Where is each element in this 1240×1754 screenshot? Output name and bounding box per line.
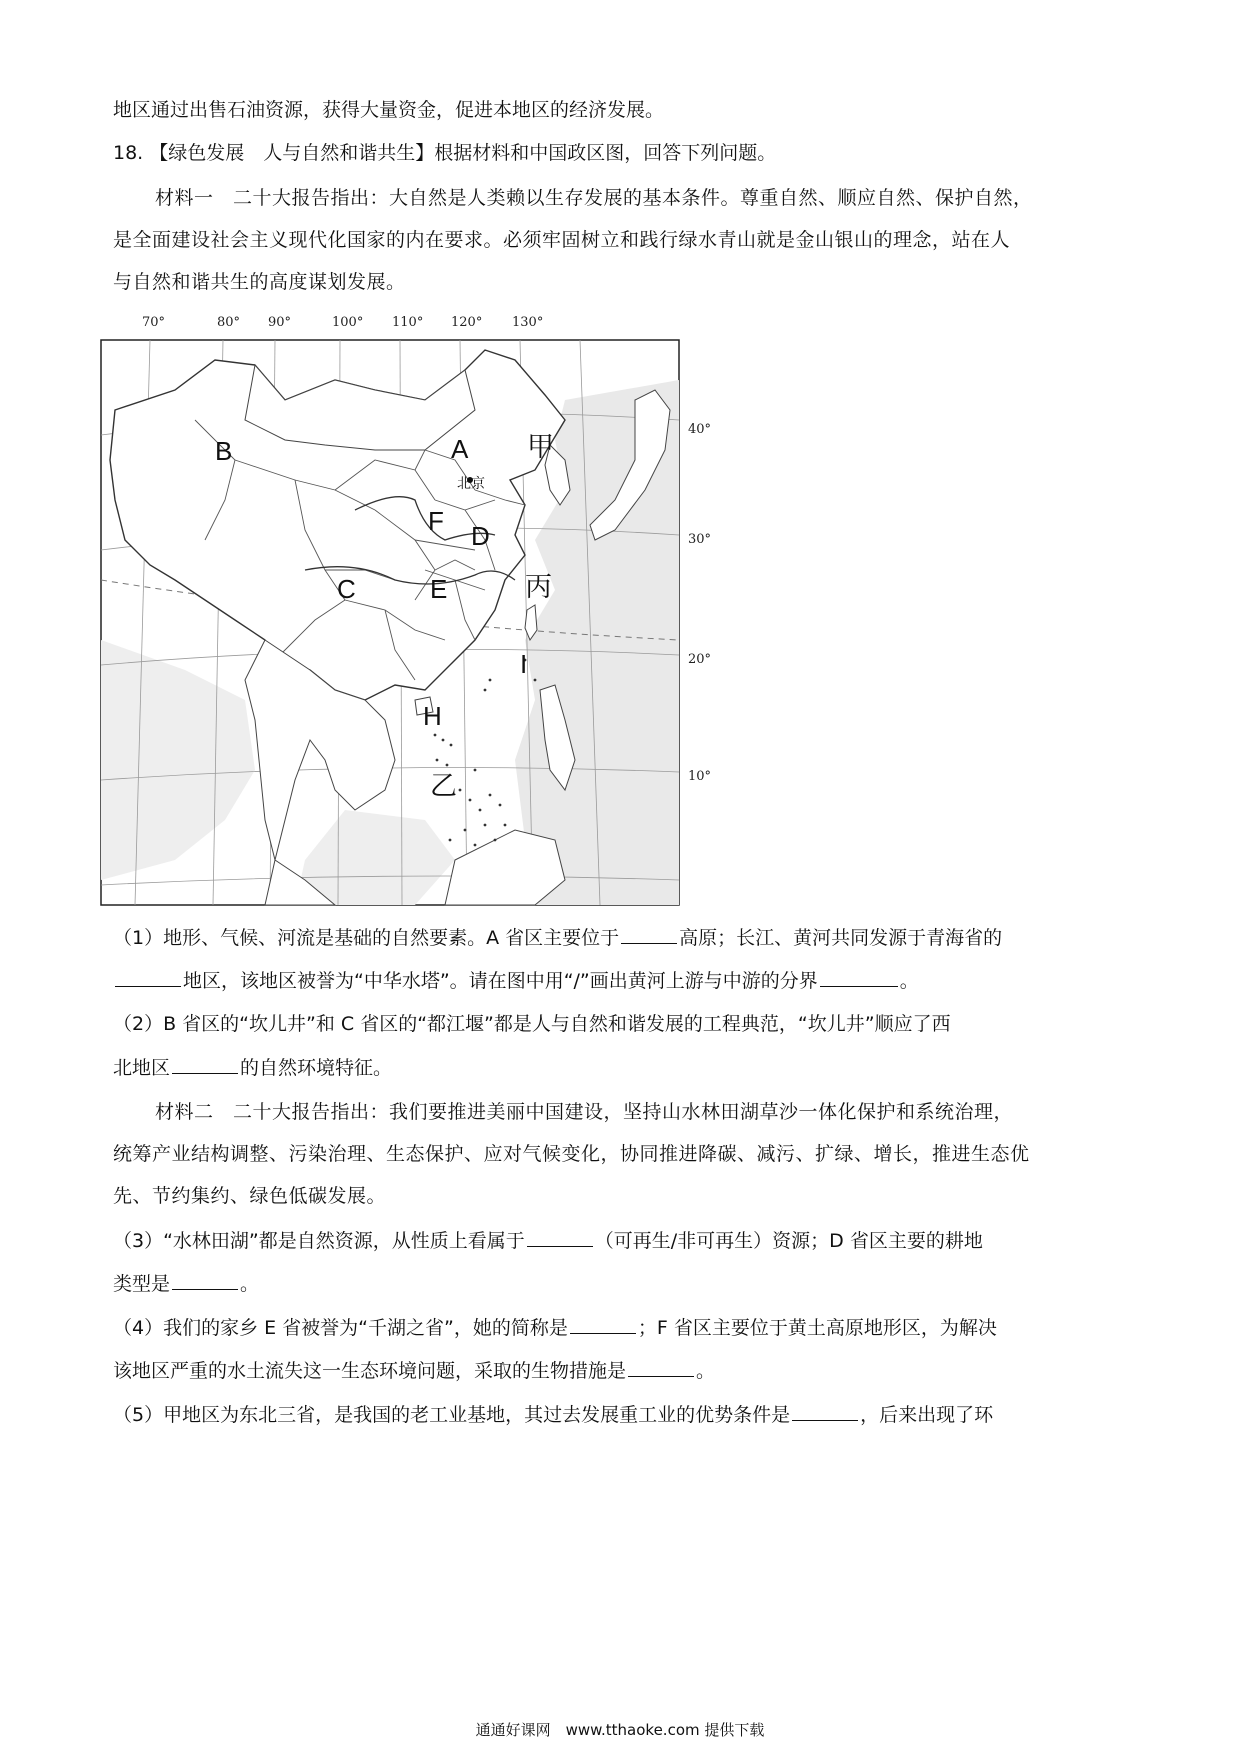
- label-C: C: [337, 574, 356, 604]
- question-5-line: （5）甲地区为东北三省，是我国的老工业基地，其过去发展重工业的优势条件是 ，后来出现了环: [113, 1404, 994, 1426]
- lon-label: 90°: [268, 315, 292, 330]
- question-4-line: 该地区严重的水土流失这一生态环境问题，采取的生物措施是 。: [113, 1360, 716, 1382]
- label-H: H: [423, 701, 442, 731]
- material-two-line: 材料二 二十大报告指出：我们要推进美丽中国建设，坚持山水林田湖草沙一体化保护和系统治理，: [155, 1101, 1014, 1123]
- question-1-line: （1）地形、气候、河流是基础的自然要素。A 省区主要位于 高原；长江、黄河共同发源于青海省的: [113, 927, 1003, 949]
- question-2-line: 北地区 的自然环境特征。: [113, 1057, 393, 1079]
- answer-blank[interactable]: [570, 1315, 636, 1334]
- lat-label: 10°: [688, 769, 712, 784]
- label-I: I: [520, 649, 528, 679]
- page-footer: 通通好课网 www.tthaoke.com 提供下载: [475, 1721, 765, 1739]
- lon-label: 110°: [392, 315, 424, 330]
- label-yi: 乙: [430, 771, 457, 801]
- label-F: F: [428, 506, 444, 536]
- city-label-beijing: 北京: [457, 476, 485, 492]
- answer-blank[interactable]: [820, 968, 898, 987]
- lon-label: 100°: [332, 315, 364, 330]
- material-two-line: 先、节约集约、绿色低碳发展。: [113, 1185, 387, 1207]
- china-political-map: [95, 315, 795, 915]
- question-1-line: 地区，该地区被誉为“中华水塔”。请在图中用“/”画出黄河上游与中游的分界 。: [113, 968, 919, 993]
- question-18-title: 18. 【绿色发展 人与自然和谐共生】根据材料和中国政区图，回答下列问题。: [113, 142, 777, 164]
- lon-label: 80°: [217, 315, 241, 330]
- material-one-line: 与自然和谐共生的高度谋划发展。: [113, 271, 406, 293]
- answer-blank[interactable]: [621, 925, 677, 944]
- answer-blank[interactable]: [628, 1358, 694, 1377]
- label-A: A: [451, 434, 469, 464]
- material-two-line: 统筹产业结构调整、污染治理、生态保护、应对气候变化，协同推进降碳、减污、扩绿、增长，推进生态优: [113, 1143, 1030, 1165]
- answer-blank[interactable]: [527, 1228, 593, 1247]
- label-bing: 丙: [525, 572, 552, 602]
- label-B: B: [215, 436, 233, 466]
- question-2-line: （2）B 省区的“坎儿井”和 C 省区的“都江堰”都是人与自然和谐发展的工程典范，“坎儿井”顺应了西: [113, 1013, 951, 1035]
- answer-blank[interactable]: [172, 1271, 238, 1290]
- lon-label: 130°: [512, 315, 544, 330]
- lon-label: 120°: [451, 315, 483, 330]
- lat-label: 30°: [688, 532, 712, 547]
- label-E: E: [430, 574, 448, 604]
- material-one-line: 材料一 二十大报告指出：大自然是人类赖以生存发展的基本条件。尊重自然、顺应自然、保护自然，: [155, 187, 1033, 209]
- answer-blank[interactable]: [172, 1055, 238, 1074]
- label-D: D: [471, 521, 490, 551]
- question-4-line: （4）我们的家乡 E 省被誉为“千湖之省”，她的简称是 ；F 省区主要位于黄土高原地形区，为解决: [113, 1317, 997, 1339]
- lat-label: 40°: [688, 422, 712, 437]
- question-3-line: （3）“水林田湖”都是自然资源，从性质上看属于 （可再生/非可再生）资源；D 省区主要的耕地: [113, 1230, 983, 1252]
- lon-label: 70°: [142, 315, 166, 330]
- lat-label: 20°: [688, 652, 712, 667]
- question-3-line: 类型是 。: [113, 1273, 260, 1295]
- answer-blank[interactable]: [792, 1402, 858, 1421]
- answer-blank[interactable]: [115, 968, 181, 987]
- material-one-line: 是全面建设社会主义现代化国家的内在要求。必须牢固树立和践行绿水青山就是金山银山的理念，站在人: [113, 229, 1011, 251]
- label-jia: 甲: [527, 432, 554, 462]
- text-line: 地区通过出售石油资源，获得大量资金，促进本地区的经济发展。: [113, 99, 665, 121]
